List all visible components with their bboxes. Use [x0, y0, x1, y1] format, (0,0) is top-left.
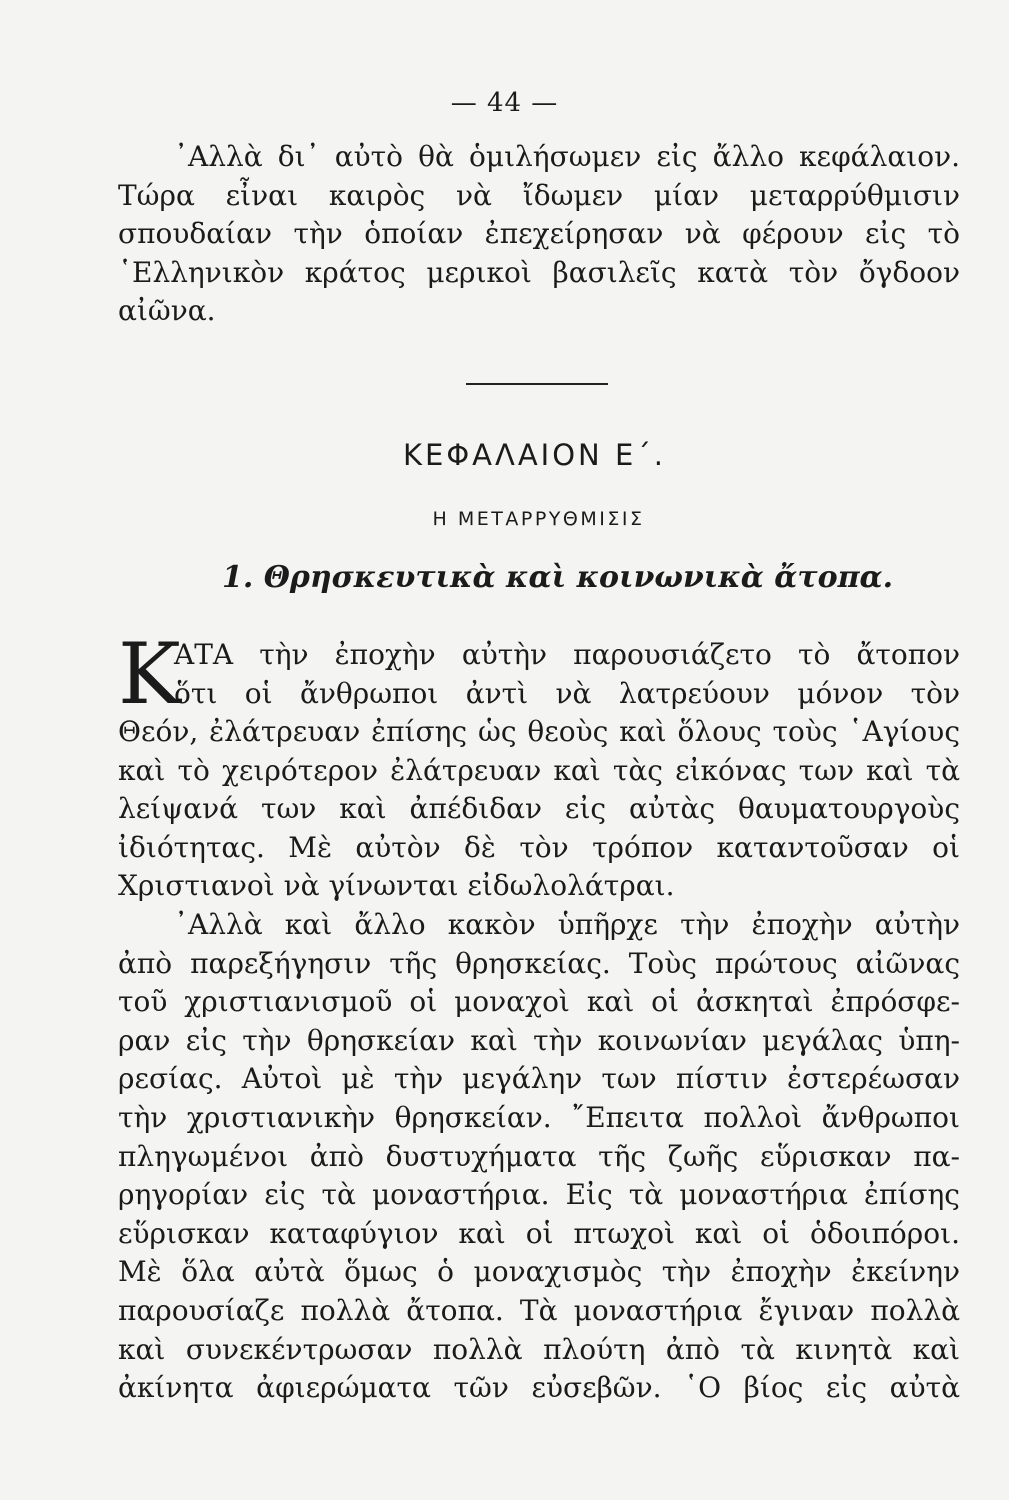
text-line: αἰῶνα.	[118, 294, 216, 328]
text-line: Μὲ ὅλα αὐτὰ ὅμως ὁ μοναχισμὸς τὴν ἐποχὴν ἐκείνην	[118, 1255, 960, 1289]
chapter-subtitle: Η ΜΕΤΑΡΡΥΘΜΙΣΙΣ	[432, 508, 645, 530]
text-line: τοῦ χριστιανισμοῦ οἱ μοναχοὶ καὶ οἱ ἀσκηταὶ ἐπρόσφε-	[118, 985, 960, 1019]
text-line: σπουδαίαν τὴν ὁποίαν ἐπεχείρησαν νὰ φέρουν εἰς τὸ	[118, 217, 960, 251]
text-line: ὅτι οἱ ἄνθρωποι ἀντὶ νὰ λατρεύουν μόνον τὸν	[174, 676, 960, 710]
text-line: ἀκίνητα ἀφιερώματα τῶν εὐσεβῶν. ῾Ο βίος εἰς αὐτὰ	[118, 1371, 960, 1405]
intro-paragraph	[118, 138, 960, 331]
text-line: ῾Ελληνικὸν κράτος μερικοὶ βασιλεῖς κατὰ τὸν ὄγδοον	[118, 255, 960, 289]
text-line: ΑΤΑ τὴν ἐποχὴν αὐτὴν παρουσιάζετο τὸ ἄτοπον	[174, 638, 960, 671]
text-line: Χριστιανοὶ νὰ γίνωνται εἰδωλολάτραι.	[118, 869, 675, 903]
text-line: λείψανά των καὶ ἀπέδιδαν εἰς αὐτὰς θαυματουργοὺς	[118, 792, 960, 826]
text-line: ἰδιότητας. Μὲ αὐτὸν δὲ τὸν τρόπον καταντοῦσαν οἱ	[118, 830, 960, 864]
text-line: ρηγορίαν εἰς τὰ μοναστήρια. Εἰς τὰ μοναστήρια ἐπίσης	[118, 1178, 960, 1212]
text-line: ρεσίας. Αὐτοὶ μὲ τὴν μεγάλην των πίστιν ἐστερέωσαν	[118, 1062, 960, 1096]
text-line: τὴν χριστιανικὴν θρησκείαν. ῎Επειτα πολλοὶ ἄνθρωποι	[118, 1100, 960, 1134]
text-line: εὕρισκαν καταφύγιον καὶ οἱ πτωχοὶ καὶ οἱ ὁδοιπόροι.	[118, 1216, 960, 1250]
chapter-title: ΚΕΦΑΛΑΙΟΝ Ε΄.	[402, 438, 666, 472]
text-line: ραν εἰς τὴν θρησκείαν καὶ τὴν κοινωνίαν μεγάλας ὑπη-	[118, 1023, 960, 1057]
text-line: ᾿Αλλὰ καὶ ἄλλο κακὸν ὑπῆρχε τὴν ἐποχὴν αὐτὴν	[174, 907, 960, 941]
text-line: Τώρα εἶναι καιρὸς νὰ ἴδωμεν μίαν μεταρρύθμισιν	[118, 178, 960, 212]
drop-cap: Κ	[118, 625, 181, 723]
section-divider	[466, 383, 608, 385]
text-line: ἀπὸ παρεξήγησιν τῆς θρησκείας. Τοὺς πρώτους αἰῶνας	[118, 946, 960, 980]
text-line: καὶ τὸ χειρότερον ἐλάτρευαν καὶ τὰς εἰκόνας των καὶ τὰ	[118, 753, 960, 787]
section-heading: 1. Θρησκευτικὰ καὶ κοινωνικὰ ἄτοπα.	[222, 560, 894, 595]
text-line: Θεόν, ἐλάτρευαν ἐπίσης ὡς θεοὺς καὶ ὅλους τοὺς ῾Αγίους	[118, 715, 960, 748]
text-line: καὶ συνεκέντρωσαν πολλὰ πλούτη ἀπὸ τὰ κινητὰ καὶ	[118, 1332, 960, 1366]
page-number: — 44 —	[450, 88, 559, 118]
text-line: πληγωμένοι ἀπὸ δυστυχήματα τῆς ζωῆς εὕρισκαν πα-	[118, 1139, 960, 1173]
body-text	[118, 713, 960, 1408]
text-line: ᾿Αλλὰ δι᾿ αὐτὸ θὰ ὁμιλήσωμεν εἰς ἄλλο κεφάλαιον.	[174, 140, 960, 173]
text-line: παρουσίαζε πολλὰ ἄτοπα. Τὰ μοναστήρια ἔγιναν πολλὰ	[118, 1293, 960, 1327]
drop-cap-lines	[174, 636, 960, 713]
